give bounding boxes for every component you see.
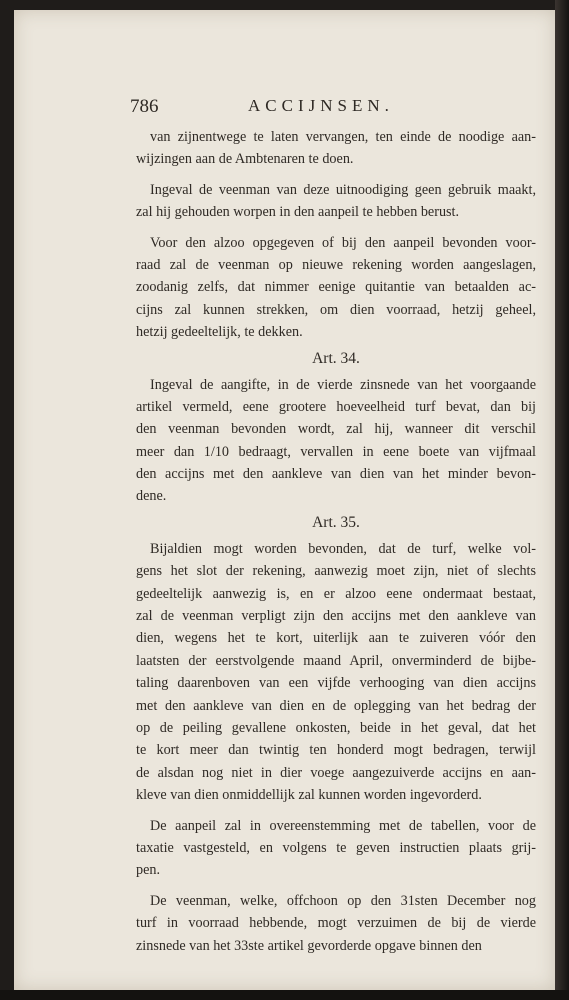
text-line: De aanpeil zal in overeenstemming met de tabellen, voor de (150, 817, 536, 834)
text-line: laatsten der eerstvolgende maand April, onverminderd de bijbe- (136, 652, 536, 669)
text-line: zal hij gehouden worpen in den aanpeil te hebben berust. (136, 204, 460, 221)
text-line: zal de veenman verpligt zijn den accijns met den aankleve van (136, 608, 536, 625)
article-heading: Art. 34. (312, 349, 360, 367)
paragraph (136, 890, 536, 957)
text-line: dene. (136, 488, 167, 505)
text-line: wijzingen aan de Ambtenaren te doen. (136, 151, 354, 168)
text-line: meer dan 1/10 bedraagt, vervallen in eene boete van vijfmaal (136, 443, 536, 460)
text-line: Bijaldien mogt worden bevonden, dat de turf, welke vol- (150, 540, 536, 557)
text-line: den accijns met den aankleve van dien van het minder bevon- (136, 466, 536, 483)
running-title: ACCIJNSEN. (248, 96, 394, 115)
text-line: gens het slot der rekening, aanwezig moet zijn, niet of slechts (136, 563, 536, 580)
text-line: op de peiling gevallene onkosten, beide in het geval, dat het (136, 719, 536, 736)
paragraph-gap (136, 224, 536, 232)
text-line: Ingeval de aangifte, in de vierde zinsnede van het voorgaande (150, 376, 536, 393)
text-line: Voor den alzoo opgegeven of bij den aanpeil bevonden voor- (150, 234, 536, 251)
paragraph (136, 232, 536, 344)
paragraph (136, 815, 536, 882)
paragraph (136, 126, 536, 171)
scan-bottom-edge (0, 990, 569, 1000)
page-edge-shadow (555, 0, 569, 1000)
text-line: dien, wegens het te kort, uiterlijk aan te zuiveren vóór den (136, 630, 536, 647)
text-line: Ingeval de veenman van deze uitnoodiging geen gebruik maakt, (150, 181, 536, 198)
text-line: met den aankleve van dien en de oplegging van het bedrag der (136, 697, 536, 714)
text-line: hetzij gedeeltelijk, te dekken. (136, 324, 303, 341)
text-line: pen. (136, 862, 161, 879)
text-line: zoodanig zelfs, dat nimmer eenige quitantie van betaalden ac- (136, 279, 536, 296)
paragraph (136, 179, 536, 224)
page-header (130, 96, 430, 122)
text-line: taxatie vastgesteld, en volgens te geven instructien plaats grij- (136, 839, 536, 856)
text-line: de alsdan nog niet in dier voege aangezuiverde accijns en aan- (136, 764, 536, 781)
text-line: van zijnentwege te laten vervangen, ten einde de noodige aan- (150, 129, 536, 145)
paragraph-gap (136, 882, 536, 890)
page-number: 786 (130, 96, 159, 117)
text-line: zinsnede van het 33ste artikel gevorderde opgave binnen den (136, 937, 482, 954)
paragraph-gap (136, 171, 536, 179)
paragraph (136, 538, 536, 807)
body-text (136, 126, 536, 957)
text-line: taling daarenboven van een vijfde verhooging van dien accijns (136, 675, 536, 692)
text-line: De veenman, welke, offchoon op den 31sten December nog (150, 892, 536, 909)
text-line: te kort meer dan twintig ten honderd mogt bedragen, terwijl (136, 742, 536, 759)
article-heading: Art. 35. (312, 513, 360, 531)
text-line: turf in voorraad hebbende, mogt verzuimen de bij de vierde (136, 915, 536, 932)
text-line: cijns zal kunnen strekken, om dien voorraad, hetzij geheel, (136, 301, 536, 318)
text-line: artikel vermeld, eene grootere hoeveelheid turf bevat, dan bij (136, 398, 536, 415)
paragraph (136, 374, 536, 508)
text-line: raad zal de veenman op nieuwe rekening worden aangeslagen, (136, 256, 536, 273)
text-line: den veenman bevonden wordt, zal hij, wanneer dit verschil (136, 421, 536, 438)
paragraph-gap (136, 807, 536, 815)
text-line: gedeeltelijk aanwezig is, en er alzoo eene ondermaat bestaat, (136, 585, 536, 602)
text-line: kleve van dien onmiddellijk zal kunnen worden ingevorderd. (136, 787, 482, 804)
